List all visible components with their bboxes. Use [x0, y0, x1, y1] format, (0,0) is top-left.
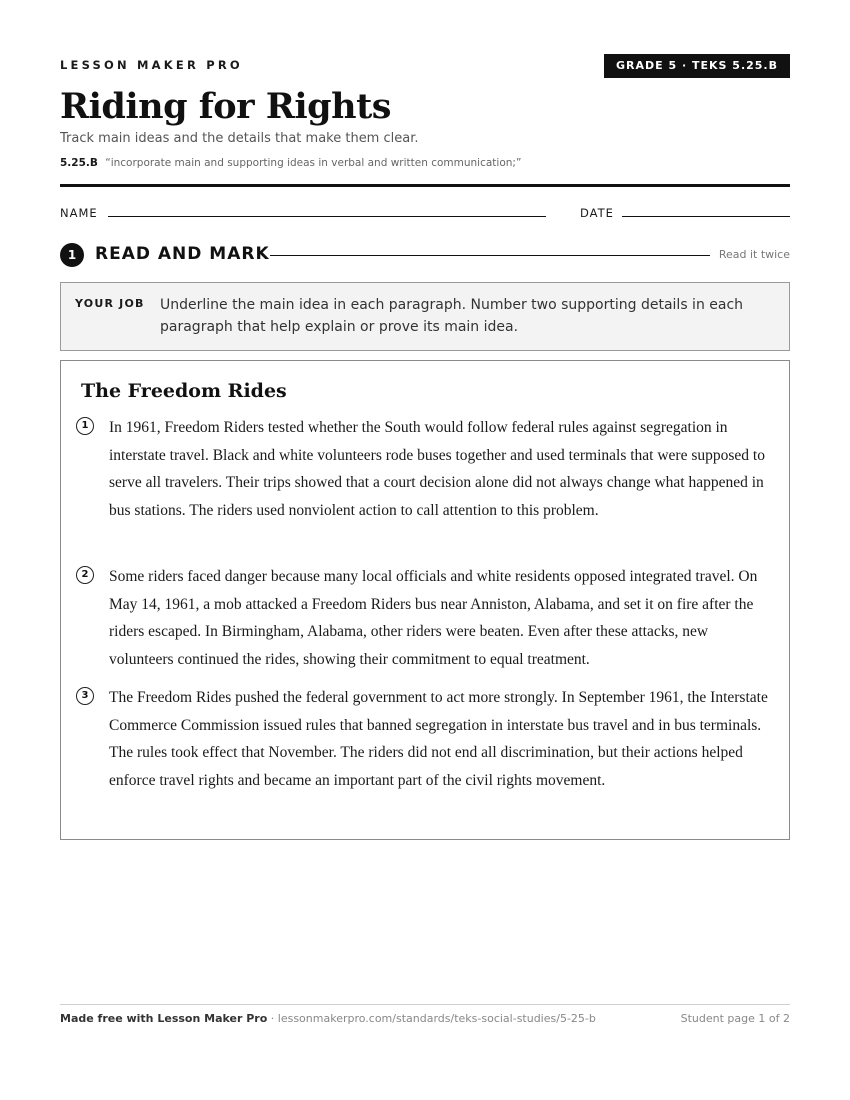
worksheet-page: [60, 0, 790, 1100]
grade-badge: GRADE 5 · TEKS 5.25.B: [604, 54, 790, 78]
brand-name: LESSON MAKER PRO: [60, 58, 243, 72]
standard-line: [60, 157, 521, 169]
name-field-line[interactable]: [108, 216, 546, 217]
reading-passage-box: [60, 360, 790, 840]
instructions-text: Underline the main idea in each paragraph. Number two supporting details in each paragraph that help explain or prove its main idea.: [160, 297, 744, 335]
instructions-label: YOUR JOB: [75, 297, 145, 310]
page-title: Riding for Rights: [60, 86, 391, 127]
paragraph-1: In 1961, Freedom Riders tested whether the South would follow federal rules against segregation in interstate travel. Black and white volunteers rode buses together and used terminals that were supposed to serve all travelers. Their trips showed that a court decision alone did not always change what happened in bus stations. The riders used nonviolent action to call attention to this problem.: [109, 419, 765, 519]
footer-page-number: Student page 1 of 2: [680, 1012, 790, 1025]
passage-title: The Freedom Rides: [81, 380, 287, 402]
section-divider: [270, 255, 710, 256]
paragraph-number-1: 1: [76, 417, 94, 435]
name-label: NAME: [60, 206, 98, 220]
paragraph-number-3: 3: [76, 687, 94, 705]
paragraph-2: Some riders faced danger because many local officials and white residents opposed integrated travel. On May 14, 1961, a mob attacked a Freedom Riders bus near Anniston, Alabama, and set it on fire after the riders escaped. In Birmingham, Alabama, other riders were beaten. Even after these attacks, new volunteers continued the rides, showing their commitment to equal treatment.: [109, 568, 758, 668]
instructions-box: [60, 282, 790, 351]
header-divider: [60, 184, 790, 187]
footer-divider: [60, 1004, 790, 1005]
footer-credit: [60, 1012, 596, 1025]
paragraph-3: The Freedom Rides pushed the federal government to act more strongly. In September 1961, the Interstate Commerce Commission issued rules that banned segregation in interstate bus travel and in bus terminals. The rules took effect that November. The riders did not end all discrimination, but their actions helped enforce travel rights and became an important part of the civil rights movement.: [109, 689, 768, 789]
standard-text: “incorporate main and supporting ideas in verbal and written communication;”: [105, 157, 522, 169]
date-label: DATE: [580, 206, 614, 220]
section-title: READ AND MARK: [95, 244, 270, 264]
standard-code: 5.25.B: [60, 157, 98, 169]
date-field-line[interactable]: [622, 216, 790, 217]
section-note: Read it twice: [718, 248, 790, 261]
section-number-badge: 1: [60, 243, 84, 267]
footer-made-with: Made free with Lesson Maker Pro: [60, 1012, 268, 1025]
page-subtitle: Track main ideas and the details that make them clear.: [60, 131, 419, 146]
paragraph-number-2: 2: [76, 566, 94, 584]
footer-url[interactable]: · lessonmakerpro.com/standards/teks-social-studies/5-25-b: [267, 1012, 596, 1025]
